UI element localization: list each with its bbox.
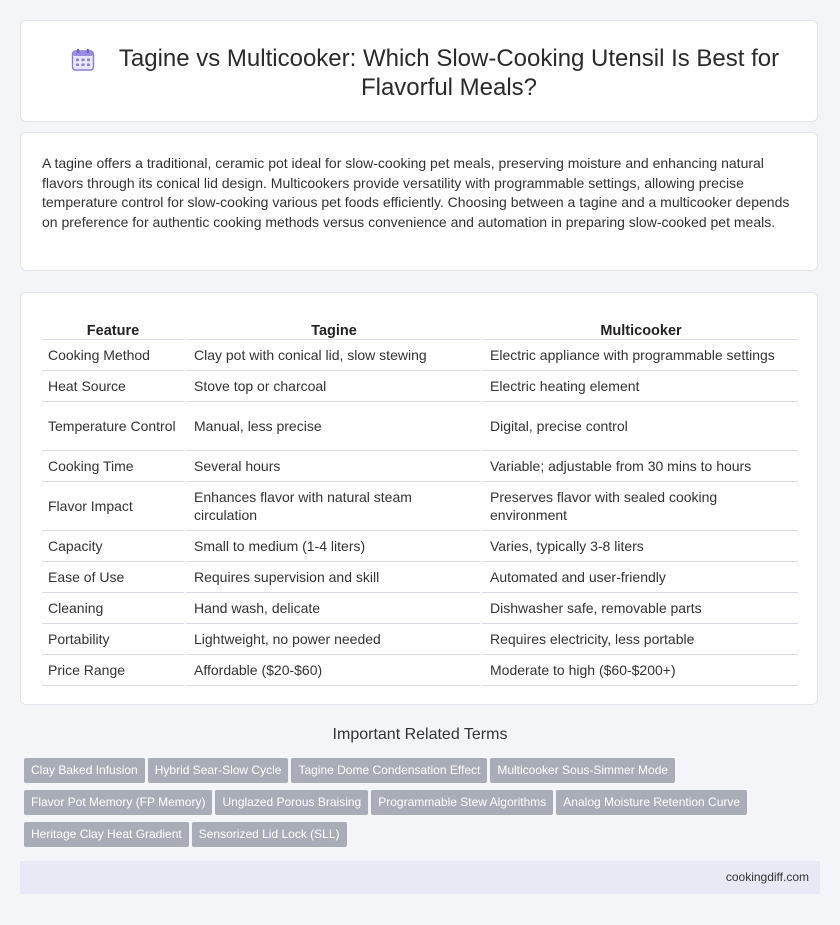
footer [20, 861, 820, 894]
table-row [42, 340, 798, 371]
related-term-tag[interactable]: Flavor Pot Memory (FP Memory) [24, 790, 212, 815]
intro-paragraph: A tagine offers a traditional, ceramic pot ideal for slow-cooking pet meals, preserving moisture and enhancing natural flavors through its conical lid design. Multicookers provide versatility with programmable settings, allowing precise temperature control for slow-cooking various pet foods efficiently. Choosing between a tagine and a multicooker depends on preference for authentic cooking methods versus convenience and automation in preparing slow-cooked pet meals. [42, 155, 790, 230]
multicooker-cell: Requires electricity, less portable [480, 624, 798, 655]
related-term-tag[interactable]: Tagine Dome Condensation Effect [291, 758, 487, 783]
comparison-table [42, 315, 798, 686]
multicooker-cell: Variable; adjustable from 30 mins to hours [480, 451, 798, 482]
tagine-cell: Clay pot with conical lid, slow stewing [184, 340, 480, 371]
related-term-tag[interactable]: Analog Moisture Retention Curve [556, 790, 747, 815]
tagine-cell: Small to medium (1-4 liters) [184, 531, 480, 562]
tagine-cell: Requires supervision and skill [184, 562, 480, 593]
tagine-cell: Enhances flavor with natural steam circulation [184, 482, 480, 531]
multicooker-cell: Digital, precise control [480, 402, 798, 451]
table-row [42, 402, 798, 451]
tagine-cell: Affordable ($20-$60) [184, 655, 480, 686]
related-term-tag[interactable]: Multicooker Sous-Simmer Mode [490, 758, 675, 783]
table-row [42, 451, 798, 482]
table-row [42, 624, 798, 655]
feature-cell: Portability [42, 624, 184, 655]
page-title: Tagine vs Multicooker: Which Slow-Cooking Utensil Is Best for Flavorful Meals? [118, 45, 780, 101]
multicooker-cell: Electric heating element [480, 371, 798, 402]
related-term-tag[interactable]: Programmable Stew Algorithms [371, 790, 553, 815]
table-row [42, 593, 798, 624]
related-term-tag[interactable]: Sensorized Lid Lock (SLL) [192, 822, 347, 847]
multicooker-cell: Moderate to high ($60-$200+) [480, 655, 798, 686]
table-row [42, 562, 798, 593]
multicooker-cell: Preserves flavor with sealed cooking environment [480, 482, 798, 531]
related-term-tag[interactable]: Clay Baked Infusion [24, 758, 145, 783]
multicooker-cell: Automated and user-friendly [480, 562, 798, 593]
title-card [20, 20, 818, 122]
table-row [42, 655, 798, 686]
related-term-tag[interactable]: Heritage Clay Heat Gradient [24, 822, 189, 847]
table-header-row [42, 315, 798, 340]
table-row [42, 371, 798, 402]
related-terms-title: Important Related Terms [332, 726, 508, 743]
table-row [42, 482, 798, 531]
related-term-tag[interactable]: Hybrid Sear-Slow Cycle [148, 758, 289, 783]
multicooker-cell: Electric appliance with programmable settings [480, 340, 798, 371]
related-terms-list [24, 758, 804, 854]
header-feature: Feature [42, 315, 184, 340]
comparison-card [20, 292, 818, 705]
feature-cell: Cooking Time [42, 451, 184, 482]
footer-site-link[interactable]: cookingdiff.com [725, 870, 809, 884]
multicooker-cell: Varies, typically 3-8 liters [480, 531, 798, 562]
feature-cell: Cleaning [42, 593, 184, 624]
related-term-tag[interactable]: Unglazed Porous Braising [215, 790, 368, 815]
tagine-cell: Manual, less precise [184, 402, 480, 451]
header-tagine: Tagine [184, 315, 480, 340]
intro-card [20, 132, 818, 271]
tagine-cell: Lightweight, no power needed [184, 624, 480, 655]
tagine-cell: Stove top or charcoal [184, 371, 480, 402]
tagine-cell: Hand wash, delicate [184, 593, 480, 624]
feature-cell: Capacity [42, 531, 184, 562]
feature-cell: Price Range [42, 655, 184, 686]
feature-cell: Flavor Impact [42, 482, 184, 531]
multicooker-cell: Dishwasher safe, removable parts [480, 593, 798, 624]
feature-cell: Ease of Use [42, 562, 184, 593]
header-multicooker: Multicooker [480, 315, 798, 340]
feature-cell: Heat Source [42, 371, 184, 402]
feature-cell: Temperature Control [42, 402, 184, 451]
feature-cell: Cooking Method [42, 340, 184, 371]
tagine-cell: Several hours [184, 451, 480, 482]
calendar-grid-icon [71, 48, 95, 72]
table-row [42, 531, 798, 562]
